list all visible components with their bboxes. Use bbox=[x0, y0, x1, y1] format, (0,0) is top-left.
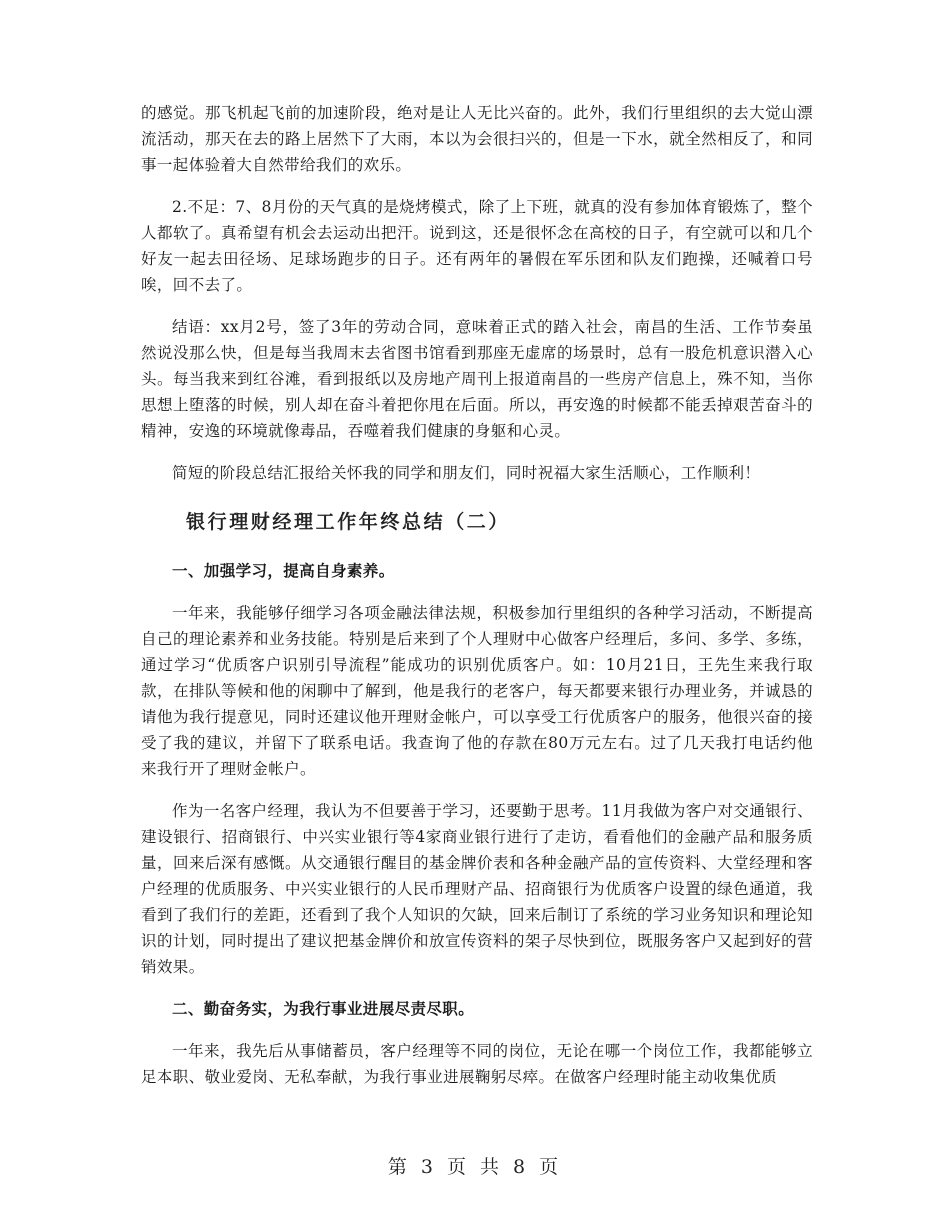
page-number-footer: 第 3 页 共 8 页 bbox=[387, 1156, 563, 1178]
subheading-diligence: 二、勤奋务实，为我行事业进展尽责尽职。 bbox=[172, 999, 475, 1018]
section-title: 银行理财经理工作年终总结（二） bbox=[186, 511, 511, 533]
paragraph-thinking: 作为一名客户经理，我认为不但要善于学习，还要勤于思考。11月我做为客户对交通银行、建设银行、招商银行、中兴实业银行等4家商业银行进行了走访，看看他们的金融产品和服务质量，回来后深有感慨。从交通银行醒目的基金牌价表和各种金融产品的宣传资料、大堂经理和客户经理的优质服务、中兴实业银行的人民币理财产品、招商银行为优质客户设置的绿色通道，我看到了我们行的差距，还看到了我个人知识的欠缺，回来后制订了系统的学习业务知识和理论知识的计划，同时提出了建议把基金牌价和放宣传资料的架子尽快到位，既服务客户又起到好的营销效果。 bbox=[141, 802, 813, 976]
paragraph-closing: 简短的阶段总结汇报给关怀我的同学和朋友们，同时祝福大家生活顺心，工作顺利！ bbox=[172, 464, 761, 482]
paragraph-diligence: 一年来，我先后从事储蓄员，客户经理等不同的岗位，无论在哪一个岗位工作，我都能够立足本职、敬业爱岗、无私奉献，为我行事业进展鞠躬尽瘁。在做客户经理时能主动收集优质 bbox=[141, 1042, 813, 1086]
paragraph-1: 的感觉。那飞机起飞前的加速阶段，绝对是让人无比兴奋的。此外，我们行里组织的去大觉山漂流活动，那天在去的路上居然下了大雨，本以为会很扫兴的，但是一下水，就全然相反了，和同事一起体验着大自然带给我们的欢乐。 bbox=[141, 104, 813, 174]
subheading-learning: 一、加强学习，提高自身素养。 bbox=[172, 561, 395, 580]
paragraph-learning: 一年来，我能够仔细学习各项金融法律法规，积极参加行里组织的各种学习活动，不断提高自己的理论素养和业务技能。特别是后来到了个人理财中心做客户经理后，多问、多学、多练，通过学习“优质客户识别引导流程”能成功的识别优质客户。如：10月21日，王先生来我行取款，在排队等候和他的闲聊中了解到，他是我行的老客户，每天都要来银行办理业务，并诚恳的请他为我行提意见，同时还建议他开理财金帐户，可以享受工行优质客户的服务，他很兴奋的接受了我的建议，并留下了联系电话。我查询了他的存款在80万元左右。过了几天我打电话约他来我行开了理财金帐户。 bbox=[141, 604, 813, 778]
document-body bbox=[141, 100, 813, 1090]
paragraph-shortcomings: 2.不足：7、8月份的天气真的是烧烤模式，除了上下班，就真的没有参加体育锻炼了，整个人都软了。真希望有机会去运动出把汗。说到这，还是很怀念在高校的日子，有空就可以和几个好友一起去田径场、足球场跑步的日子。还有两年的暑假在军乐团和队友们跑操，还喊着口号唉，回不去了。 bbox=[141, 198, 813, 294]
paragraph-conclusion: 结语：xx月2号，签了3年的劳动合同，意味着正式的踏入社会，南昌的生活、工作节奏虽然说没那么快，但是每当我周末去省图书馆看到那座无虚席的场景时，总有一股危机意识潜入心头。每当我来到红谷滩，看到报纸以及房地产周刊上报道南昌的一些房产信息上，殊不知，当你思想上堕落的时候，别人却在奋斗着把你甩在后面。所以，再安逸的时候都不能丢掉艰苦奋斗的精神，安逸的环境就像毒品，吞噬着我们健康的身躯和心灵。 bbox=[141, 318, 813, 440]
